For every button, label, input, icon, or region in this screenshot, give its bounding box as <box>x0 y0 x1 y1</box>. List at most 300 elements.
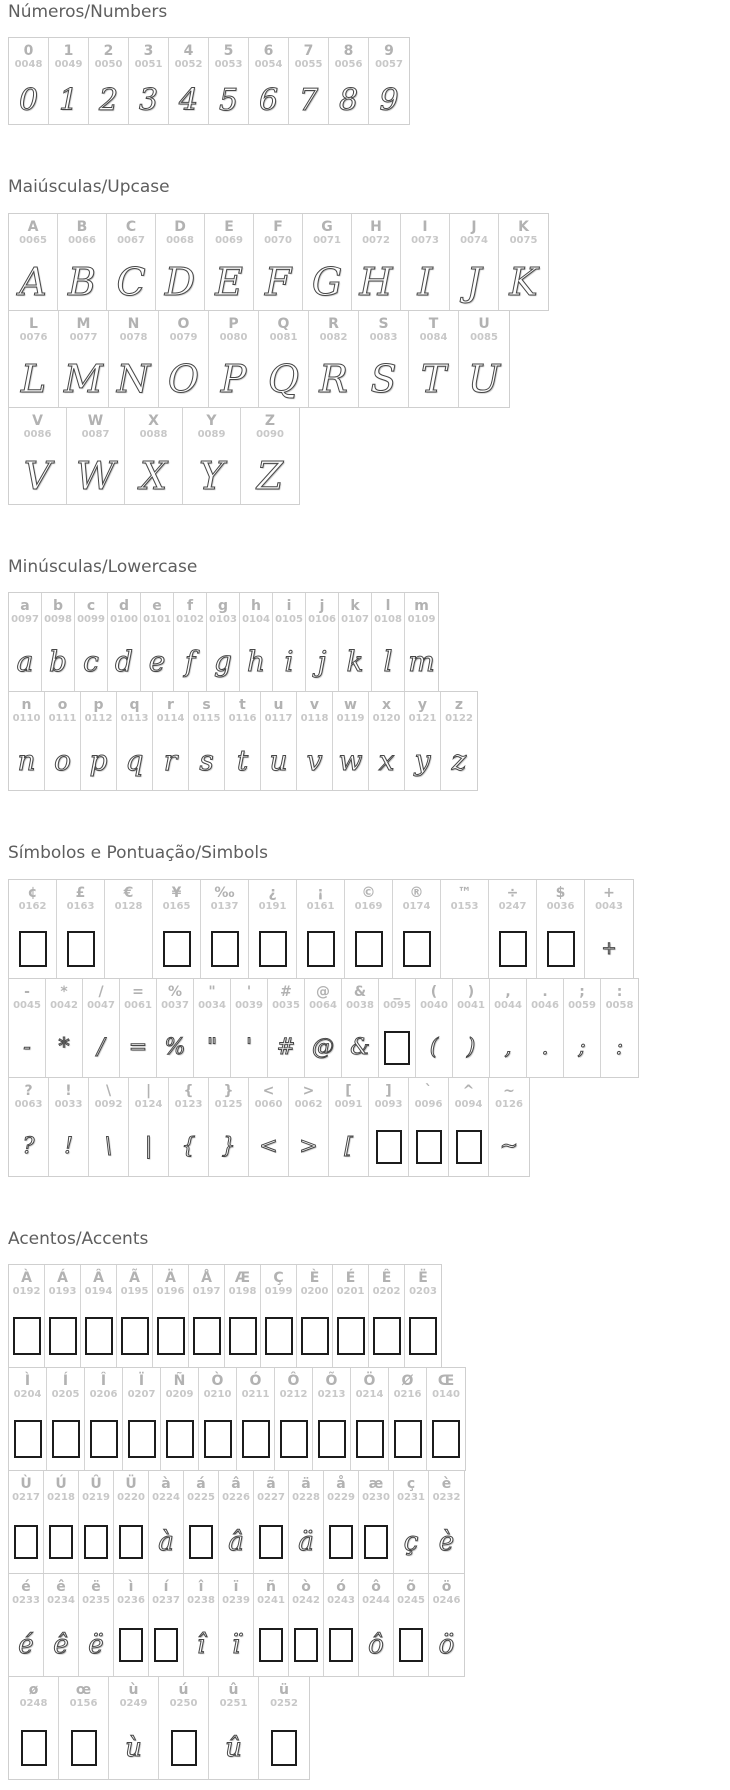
char-cell-0169 <box>345 880 393 978</box>
glyph-area <box>81 1305 116 1367</box>
font-glyph: ä <box>298 1526 314 1557</box>
cell-unicode-label: 0120 <box>372 713 401 725</box>
font-glyph: # <box>276 1034 296 1060</box>
cell-char-label: J <box>471 218 477 235</box>
cell-header <box>351 1368 388 1408</box>
font-glyph: d <box>115 645 133 679</box>
char-cell-0094 <box>449 1078 489 1176</box>
cell-char-label: ^ <box>462 1082 475 1099</box>
char-cell-0076 <box>9 311 59 407</box>
cell-header <box>585 880 633 920</box>
char-cell-0213 <box>313 1368 351 1470</box>
cell-char-label: Ê <box>381 1269 392 1286</box>
font-glyph: , <box>504 1034 512 1060</box>
glyph-area <box>89 78 128 124</box>
glyph-area <box>393 920 440 978</box>
cell-char-label: æ <box>368 1475 384 1492</box>
cell-unicode-label: 0238 <box>187 1595 215 1607</box>
glyph-area <box>254 1614 288 1676</box>
glyph-area <box>44 1614 78 1676</box>
char-cell-0065 <box>9 214 58 310</box>
missing-glyph-box <box>189 1525 213 1559</box>
cell-unicode-label: 0165 <box>162 900 191 912</box>
cell-char-label: " <box>208 983 216 1000</box>
font-glyph: M <box>64 356 103 401</box>
cell-char-label: 6 <box>263 43 274 60</box>
missing-glyph-box <box>84 1525 108 1559</box>
font-glyph: ? <box>22 1133 35 1159</box>
glyph-area <box>189 1305 224 1367</box>
glyph-area <box>109 1717 158 1779</box>
glyph-area <box>459 351 509 407</box>
cell-header <box>329 1078 368 1118</box>
cell-unicode-label: 0248 <box>19 1698 48 1710</box>
cell-header <box>261 692 296 732</box>
glyph-area <box>372 633 404 691</box>
cell-header <box>416 979 452 1019</box>
font-glyph: W <box>75 453 116 498</box>
missing-glyph-box <box>547 931 575 967</box>
cell-unicode-label: 0239 <box>222 1595 250 1607</box>
font-glyph: è <box>438 1526 455 1557</box>
cell-char-label: * <box>60 983 68 1000</box>
cell-unicode-label: 0106 <box>308 614 336 626</box>
char-cell-0114 <box>153 692 189 790</box>
font-glyph: ~ <box>499 1133 519 1159</box>
cell-header <box>527 979 563 1019</box>
char-row <box>8 213 549 311</box>
cell-unicode-label: 0080 <box>219 331 248 343</box>
glyph-area <box>219 1614 253 1676</box>
char-cell-0156 <box>59 1677 109 1779</box>
font-glyph: - <box>23 1034 31 1060</box>
cell-unicode-label: 0199 <box>264 1286 293 1298</box>
cell-unicode-label: 0094 <box>454 1098 483 1110</box>
cell-unicode-label: 0244 <box>362 1595 390 1607</box>
cell-header <box>219 1471 253 1511</box>
char-cell-0117 <box>261 692 297 790</box>
font-glyph: 5 <box>218 83 239 119</box>
cell-header <box>289 1471 323 1511</box>
char-row <box>8 592 439 692</box>
char-cell-0163 <box>57 880 105 978</box>
cell-header <box>169 38 208 78</box>
cell-header <box>59 1677 108 1717</box>
glyph-area <box>42 633 74 691</box>
font-glyph: O <box>167 356 200 401</box>
cell-char-label: T <box>428 315 439 332</box>
cell-unicode-label: 0117 <box>264 713 293 725</box>
cell-char-label: - <box>24 983 30 1000</box>
cell-header <box>9 1574 43 1614</box>
cell-unicode-label: 0075 <box>509 234 538 246</box>
cell-header <box>9 1078 48 1118</box>
cell-unicode-label: 0081 <box>269 331 298 343</box>
cell-header <box>339 593 371 633</box>
char-cell-0075 <box>499 214 548 310</box>
cell-unicode-label: 0219 <box>82 1492 110 1504</box>
cell-unicode-label: 0229 <box>327 1492 355 1504</box>
cell-char-label: f <box>186 598 194 615</box>
char-cell-0105 <box>273 593 306 691</box>
cell-char-label: = <box>132 983 144 1000</box>
cell-char-label: 3 <box>143 43 154 60</box>
cell-header <box>157 979 193 1019</box>
cell-char-label: S <box>378 315 389 332</box>
missing-glyph-box <box>265 1317 293 1355</box>
cell-char-label: Ò <box>211 1372 224 1389</box>
glyph-area <box>117 732 152 790</box>
glyph-area <box>289 78 328 124</box>
glyph-area <box>254 254 302 310</box>
char-cell-0066 <box>58 214 107 310</box>
cell-unicode-label: 0137 <box>210 900 239 912</box>
char-cell-0086 <box>9 408 67 504</box>
cell-unicode-label: 0232 <box>432 1492 461 1504</box>
glyph-area <box>449 1118 488 1176</box>
cell-char-label: Á <box>57 1269 68 1286</box>
char-cell-0119 <box>333 692 369 790</box>
cell-unicode-label: 0209 <box>165 1389 194 1401</box>
glyph-area <box>309 351 358 407</box>
char-cell-0091 <box>329 1078 369 1176</box>
cell-unicode-label: 0193 <box>48 1286 77 1298</box>
cell-header <box>275 1368 312 1408</box>
cell-header <box>125 408 182 448</box>
cell-header <box>268 979 304 1019</box>
cell-char-label: z <box>454 697 464 714</box>
font-glyph: h <box>246 645 266 679</box>
char-cell-0243 <box>324 1574 359 1676</box>
char-row <box>8 978 639 1078</box>
cell-header <box>225 692 260 732</box>
cell-header <box>369 692 404 732</box>
font-glyph: C <box>116 259 146 304</box>
font-glyph: } <box>221 1133 236 1159</box>
cell-unicode-label: 0237 <box>152 1595 180 1607</box>
font-glyph: é <box>18 1629 34 1660</box>
cell-unicode-label: 0251 <box>219 1698 248 1710</box>
char-cell-0212 <box>275 1368 313 1470</box>
cell-header <box>601 979 638 1019</box>
cell-char-label: ô <box>371 1578 381 1595</box>
cell-header <box>427 1368 465 1408</box>
cell-header <box>207 593 239 633</box>
cell-unicode-label: 0242 <box>292 1595 320 1607</box>
char-cell-0241 <box>254 1574 289 1676</box>
cell-unicode-label: 0196 <box>156 1286 185 1298</box>
cell-unicode-label: 0042 <box>50 999 78 1011</box>
char-cell-0246 <box>429 1574 464 1676</box>
cell-char-label: ê <box>56 1578 66 1595</box>
glyph-area <box>369 1118 408 1176</box>
cell-unicode-label: 0228 <box>292 1492 320 1504</box>
missing-glyph-box <box>128 1420 156 1458</box>
cell-header <box>297 880 344 920</box>
char-cell-0216 <box>389 1368 427 1470</box>
cell-char-label: ò <box>301 1578 311 1595</box>
cell-unicode-label: 0235 <box>82 1595 110 1607</box>
glyph-area <box>389 1408 426 1470</box>
cell-unicode-label: 0072 <box>362 234 390 246</box>
cell-char-label: P <box>228 315 239 332</box>
cell-char-label: Ä <box>165 1269 176 1286</box>
char-cell-0111 <box>45 692 81 790</box>
cell-header <box>9 1368 46 1408</box>
cell-char-label: ¥ <box>171 884 182 901</box>
glyph-area <box>153 920 200 978</box>
cell-unicode-label: 0097 <box>11 614 39 626</box>
char-cell-0252 <box>259 1677 309 1779</box>
cell-unicode-label: 0201 <box>336 1286 365 1298</box>
cell-unicode-label: 0126 <box>495 1098 523 1110</box>
char-cell-0239 <box>219 1574 254 1676</box>
cell-char-label: Õ <box>325 1372 338 1389</box>
char-cell-0092 <box>89 1078 129 1176</box>
cell-char-label: A <box>27 218 39 235</box>
cell-header <box>201 880 248 920</box>
glyph-area <box>9 351 58 407</box>
glyph-area <box>209 78 248 124</box>
cell-char-label: ï <box>233 1578 239 1595</box>
cell-char-label: j <box>319 598 325 615</box>
cell-unicode-label: 0206 <box>89 1389 118 1401</box>
font-glyph: ê <box>53 1629 69 1660</box>
cell-header <box>249 38 288 78</box>
char-cell-0079 <box>159 311 209 407</box>
glyph-area <box>207 633 239 691</box>
glyph-area <box>45 732 80 790</box>
glyph-area <box>159 1717 208 1779</box>
cell-unicode-label: 0038 <box>346 999 374 1011</box>
glyph-area <box>359 351 408 407</box>
char-cell-0165 <box>153 880 201 978</box>
font-glyph: < <box>259 1133 278 1159</box>
glyph-area <box>324 1614 358 1676</box>
char-cell-0077 <box>59 311 109 407</box>
cell-header <box>259 1677 309 1717</box>
font-glyph: I <box>417 259 433 304</box>
cell-header <box>156 214 204 254</box>
cell-unicode-label: 0118 <box>300 713 329 725</box>
cell-char-label: X <box>148 412 159 429</box>
font-glyph: k <box>346 645 364 679</box>
cell-unicode-label: 0227 <box>257 1492 285 1504</box>
cell-unicode-label: 0103 <box>209 614 237 626</box>
cell-char-label: ã <box>266 1475 276 1492</box>
missing-glyph-box <box>85 1317 113 1355</box>
cell-header <box>153 692 188 732</box>
cell-header <box>184 1574 218 1614</box>
cell-char-label: m <box>414 598 429 615</box>
font-glyph: T <box>420 356 447 401</box>
cell-unicode-label: 0084 <box>419 331 448 343</box>
cell-header <box>67 408 124 448</box>
char-row <box>8 691 478 791</box>
cell-header <box>359 1471 393 1511</box>
glyph-area <box>89 1118 128 1176</box>
section-title-lowercase: Minúsculas/Lowercase <box>8 556 198 577</box>
font-glyph: o <box>54 744 71 778</box>
cell-header <box>45 692 80 732</box>
cell-char-label: } <box>223 1082 234 1099</box>
cell-unicode-label: 0066 <box>68 234 96 246</box>
font-glyph: ô <box>368 1629 384 1660</box>
cell-unicode-label: 0231 <box>397 1492 425 1504</box>
cell-char-label: ú <box>178 1681 189 1698</box>
cell-char-label: O <box>177 315 190 332</box>
font-glyph: @ <box>312 1034 334 1060</box>
cell-char-label: Y <box>206 412 217 429</box>
glyph-area <box>107 254 155 310</box>
cell-header <box>117 1265 152 1305</box>
cell-unicode-label: 0054 <box>254 59 283 71</box>
glyph-area <box>441 920 488 978</box>
cell-header <box>324 1471 358 1511</box>
char-cell-0103 <box>207 593 240 691</box>
cell-unicode-label: 0241 <box>257 1595 285 1607</box>
missing-glyph-box <box>21 1730 47 1766</box>
cell-header <box>393 880 440 920</box>
char-cell-0073 <box>401 214 450 310</box>
cell-unicode-label: 0125 <box>214 1098 243 1110</box>
cell-header <box>44 1574 78 1614</box>
cell-char-label: ë <box>91 1578 101 1595</box>
glyph-area <box>194 1019 230 1077</box>
glyph-area <box>313 1408 350 1470</box>
char-cell-0203 <box>405 1265 441 1367</box>
cell-header <box>564 979 600 1019</box>
cell-header <box>429 1574 464 1614</box>
char-cell-0056 <box>329 38 369 124</box>
cell-char-label: b <box>52 598 64 615</box>
glyph-area <box>141 633 173 691</box>
char-cell-0067 <box>107 214 156 310</box>
cell-header <box>49 1078 88 1118</box>
glyph-area <box>261 732 296 790</box>
cell-char-label: Æ <box>234 1269 251 1286</box>
cell-header <box>123 1368 160 1408</box>
char-cell-0089 <box>183 408 241 504</box>
glyph-area <box>45 1305 80 1367</box>
cell-unicode-label: 0210 <box>203 1389 232 1401</box>
missing-glyph-box <box>119 1628 143 1662</box>
cell-char-label: Ã <box>129 1269 140 1286</box>
cell-unicode-label: 0045 <box>13 999 41 1011</box>
glyph-area <box>9 920 56 978</box>
cell-unicode-label: 0077 <box>69 331 98 343</box>
char-cell-0116 <box>225 692 261 790</box>
char-cell-0071 <box>303 214 352 310</box>
glyph-area <box>351 1408 388 1470</box>
cell-unicode-label: 0040 <box>420 999 448 1011</box>
cell-unicode-label: 0115 <box>192 713 221 725</box>
cell-header <box>209 1677 258 1717</box>
glyph-area <box>9 254 57 310</box>
cell-unicode-label: 0211 <box>241 1389 270 1401</box>
cell-char-label: À <box>21 1269 32 1286</box>
glyph-area <box>297 1305 332 1367</box>
cell-unicode-label: 0192 <box>12 1286 41 1298</box>
cell-header <box>450 214 498 254</box>
missing-glyph-box <box>166 1420 194 1458</box>
char-cell-0211 <box>237 1368 275 1470</box>
font-glyph: \ <box>104 1133 113 1159</box>
cell-header <box>81 692 116 732</box>
char-cell-0115 <box>189 692 225 790</box>
char-cell-0206 <box>85 1368 123 1470</box>
cell-unicode-label: 0243 <box>327 1595 355 1607</box>
missing-glyph-box <box>14 1525 38 1559</box>
font-glyph: z <box>451 744 467 778</box>
font-glyph: ) <box>466 1034 476 1060</box>
cell-unicode-label: 0226 <box>222 1492 250 1504</box>
glyph-area <box>352 254 400 310</box>
cell-header <box>114 1471 148 1511</box>
glyph-area <box>305 1019 341 1077</box>
cell-header <box>273 593 305 633</box>
cell-char-label: . <box>542 983 548 1000</box>
section-symbols <box>8 843 730 1176</box>
cell-unicode-label: 0207 <box>127 1389 156 1401</box>
font-glyph: c <box>83 645 99 679</box>
font-glyph: Q <box>267 356 300 401</box>
char-cell-0236 <box>114 1574 149 1676</box>
cell-char-label: Ó <box>249 1372 262 1389</box>
char-cell-0217 <box>9 1471 44 1573</box>
font-glyph: & <box>350 1034 370 1060</box>
cell-header <box>453 979 489 1019</box>
font-glyph: â <box>228 1526 244 1557</box>
char-row <box>8 1264 442 1368</box>
char-cell-0249 <box>109 1677 159 1779</box>
char-cell-0063 <box>9 1078 49 1176</box>
cell-header <box>107 214 155 254</box>
missing-glyph-box <box>163 931 191 967</box>
cell-header <box>329 38 368 78</box>
cell-unicode-label: 0051 <box>134 59 163 71</box>
char-cell-0207 <box>123 1368 161 1470</box>
char-cell-0162 <box>9 880 57 978</box>
cell-unicode-label: 0128 <box>114 900 143 912</box>
glyph-area <box>123 1408 160 1470</box>
char-cell-0235 <box>79 1574 114 1676</box>
cell-char-label: : <box>616 983 623 1000</box>
cell-char-label: E <box>224 218 234 235</box>
cell-header <box>9 38 48 78</box>
cell-unicode-label: 0064 <box>309 999 337 1011</box>
cell-unicode-label: 0100 <box>110 614 138 626</box>
char-cell-0210 <box>199 1368 237 1470</box>
glyph-area <box>329 78 368 124</box>
char-cell-0195 <box>117 1265 153 1367</box>
missing-glyph-box <box>318 1420 346 1458</box>
char-cell-0060 <box>249 1078 289 1176</box>
cell-unicode-label: 0116 <box>228 713 257 725</box>
char-cell-0087 <box>67 408 125 504</box>
glyph-area <box>261 1305 296 1367</box>
cell-unicode-label: 0061 <box>124 999 152 1011</box>
cell-header <box>89 38 128 78</box>
glyph-area <box>453 1019 489 1077</box>
missing-glyph-box <box>356 1420 384 1458</box>
cell-char-label: { <box>183 1082 194 1099</box>
char-cell-0197 <box>189 1265 225 1367</box>
char-cell-0202 <box>369 1265 405 1367</box>
cell-char-label: n <box>21 697 32 714</box>
missing-glyph-box <box>229 1317 257 1355</box>
glyph-area <box>9 1511 43 1573</box>
